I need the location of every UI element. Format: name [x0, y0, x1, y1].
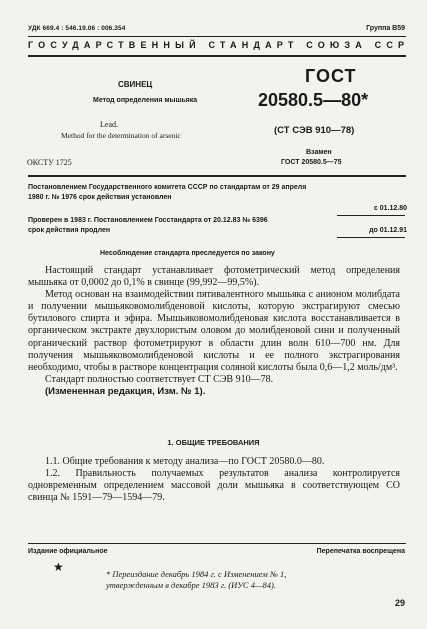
date-from-underline	[337, 215, 405, 216]
checked-line-1: Проверен в 1983 г. Постановлением Госстандарта от 20.12.83 № 6396	[28, 217, 268, 224]
footer-rule	[28, 543, 406, 544]
gost-number: 20580.5—80*	[258, 90, 369, 110]
edition-note: (Измененная редакция, Изм. № 1).	[45, 385, 206, 397]
requirements-text	[28, 456, 400, 504]
warning-text: Несоблюдение стандарта преследуется по закону	[100, 250, 275, 257]
date-to-underline	[337, 237, 405, 238]
checked-text	[28, 216, 268, 236]
decree-line-1: Постановлением Государственного комитета СССР по стандартам от 29 апреля	[28, 184, 307, 191]
udk-code: УДК 669.4 : 546.19.06 : 006.354	[28, 25, 126, 32]
requirement-1-1: 1.1. Общие требования к методу анализа—по ГОСТ 20580.0—80.	[45, 456, 325, 467]
subtitle-ru: Метод определения мышьяка	[93, 97, 198, 104]
decree-text	[28, 183, 306, 203]
section-heading: 1. ОБЩИЕ ТРЕБОВАНИЯ	[167, 438, 260, 447]
decree-line-2: 1980 г. № 1976 срок действия установлен	[28, 194, 172, 201]
gost-label: ГОСТ	[305, 66, 357, 86]
group-code: Группа В59	[366, 25, 405, 32]
reissue-note	[106, 569, 286, 590]
requirement-1-2: 1.2. Правильность получаемых результатов анализа контролируется одновременным определением массовой доли мышьяка в соответствующем СО свинца № 1591—79—1594—79.	[28, 468, 400, 504]
st-sev-reference: (СТ СЭВ 910—78)	[274, 125, 355, 136]
page-number: 29	[394, 598, 405, 608]
header-rule-bottom	[28, 55, 406, 57]
title-en: Lead.	[100, 120, 118, 129]
subtitle-en: Method for the determination of arsenic	[61, 131, 181, 140]
intro-paragraph-2: Метод основан на взаимодействии пятивалентного мышьяка с анионом молибдата и получении мышьяковомолибденовой кислоты, которую экстрагируют смесью бутилового спирта и эфира. Мышьяковомолибденовая кислота восстанавливается в органическом экстракте двухлористым оловом до молибденовой сини и полученный органический раствор фотометрируют в области длин волн 610—700 нм. Для получения мышьяковомолибденовой кислоты и ее полного экстрагирования необходимо, чтобы в растворе концентрация соляной кислоты была 0,6—1,2 моль/дм³.	[28, 289, 400, 373]
section-rule	[28, 175, 406, 177]
intro-paragraph-1: Настоящий стандарт устанавливает фотометрический метод определения мышьяка от 0,0002 до 0,1% в свинце (99,992—99,5%).	[28, 265, 400, 289]
reprint-forbidden-label: Перепечатка воспрещена	[316, 548, 405, 555]
official-edition-label: Издание официальное	[28, 548, 108, 555]
instead-label: Взамен	[306, 149, 332, 156]
intro-text	[28, 265, 400, 398]
date-from: с 01.12.80	[373, 205, 407, 212]
checked-line-2: срок действия продлен	[28, 227, 111, 234]
intro-paragraph-3: Стандарт полностью соответствует СТ СЭВ 910—78.	[45, 373, 274, 385]
header-rule-top	[28, 36, 406, 37]
reissue-line-1: * Переиздание декабрь 1984 г. с Изменением № 1,	[106, 569, 287, 579]
instead-value: ГОСТ 20580.5—75	[281, 159, 342, 166]
date-to: до 01.12.91	[369, 227, 407, 234]
okstu-code: ОКСТУ 1725	[27, 158, 72, 167]
star-icon: ★	[53, 560, 64, 574]
reissue-line-2: утвержденным в декабре 1983 г. (ИУС 4—84).	[106, 579, 276, 590]
state-standard-heading: ГОСУДАРСТВЕННЫЙ СТАНДАРТ СОЮЗА ССР	[28, 40, 410, 50]
title-ru: СВИНЕЦ	[118, 80, 153, 89]
